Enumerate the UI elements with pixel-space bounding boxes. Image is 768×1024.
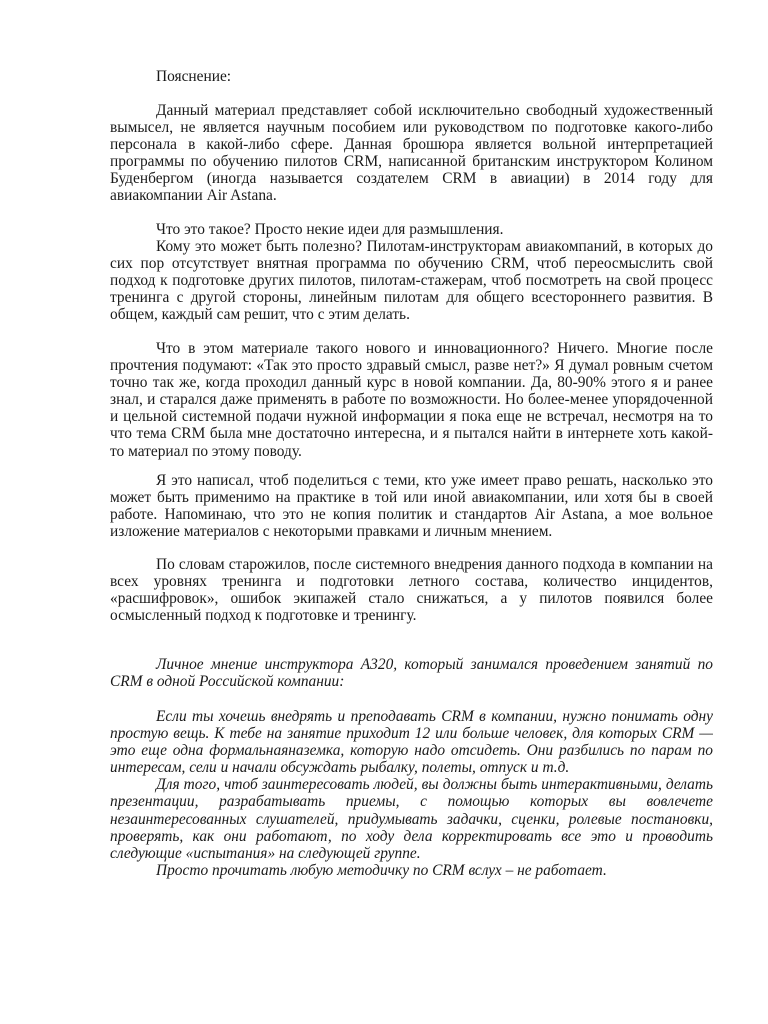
explanation-heading: Пояснение: [156,68,232,85]
opinion-paragraph-3: Просто прочитать любую методичку по CRM вслух – не работает. [156,861,607,879]
what-is-it-paragraph: Что это такое? Просто некие идеи для размышления. [156,221,504,238]
purpose-section [110,221,713,324]
opinion-paragraph-2: Для того, чтоб заинтересовать людей, вы должны быть интерактивными, делать презентации, разрабатывать приемы, с помощью которых вы вовлечете незаинтересованных слушателей, придумывать задачки, сценки, ролевые постановки, проверять, как они работают, по ходу дела корректировать все это и проводить следующие «испытания» на следующей группе. [110,776,713,862]
why-written-paragraph: Я это написал, чтоб поделиться с теми, кто уже имеет право решать, насколько это может быть применимо на практике в той или иной авиакомпании, или хотя бы в своей работе. Напоминаю, что это не копия политик и стандартов Air Astana, а мое вольное изложение материалов с некоторыми правками и личным мнением. [110,472,713,541]
whats-new-paragraph: Что в этом материале такого нового и инновационного? Ничего. Многие после прочтения подумают: «Так это просто здравый смысл, разве нет?» Я думал ровным счетом точно так же, когда проходил данный курс в новой компании. Да, 80-90% этого я и ранее знал, и старался даже применять в работе по возможности. Но более-менее упорядоченной и цельной системной подачи нужной информации я пока еще не встречал, несмотря на то что тема CRM была мне достаточно интересна, и я пытался найти в интернете хоть какой-то материал по этому поводу. [110,340,713,460]
intro-paragraph: Данный материал представляет собой исключительно свободный художественный вымысел, не является научным пособием или руководством по подготовке какого-либо персонала в какой-либо сфере. Данная брошюра является вольной интерпретацией программы по обучению пилотов CRM, написанной британским инструктором Колином Буденбергом (иногда называется создателем CRM в авиации) в 2014 году для авиакомпании Air Astana. [110,102,713,205]
opinion-paragraph-1: Если ты хочешь внедрять и преподавать CRM в компании, нужно понимать одну простую вещь. К тебе на занятие приходит 12 или больше человек, для которых CRM — это еще одна формальнаяназемка, которую надо отсидеть. Они разбились по парам по интересам, сели и начали обсуждать рыбалку, полеты, отпуск и т.д. [110,708,713,777]
old-timers-section [110,556,713,624]
intro-section [110,102,713,205]
why-written-section [110,472,713,540]
whats-new-section [110,340,713,460]
old-timers-paragraph: По словам старожилов, после системного внедрения данного подхода в компании на всех уровнях тренинга и подготовки летного состава, количество инцидентов, «расшифровок», ошибок экипажей стало снижаться, а у пилотов появился более осмысленный подход к подготовке и тренингу. [110,556,713,625]
opinion-section [110,708,713,879]
opinion-intro-paragraph: Личное мнение инструктора А320, который занимался проведением занятий по CRM в одной Российской компании: [110,656,713,691]
who-is-it-for-paragraph: Кому это может быть полезно? Пилотам-инструкторам авиакомпаний, в которых до сих пор отсутствует внятная программа по обучению CRM, чтоб переосмыслить свой подход к подготовке других пилотов, пилотам-стажерам, чтоб посмотреть на свой процесс тренинга с другой стороны, линейным пилотам для общего всестороннего развития. В общем, каждый сам решит, что с этим делать. [110,238,713,324]
opinion-intro-section [110,656,713,690]
